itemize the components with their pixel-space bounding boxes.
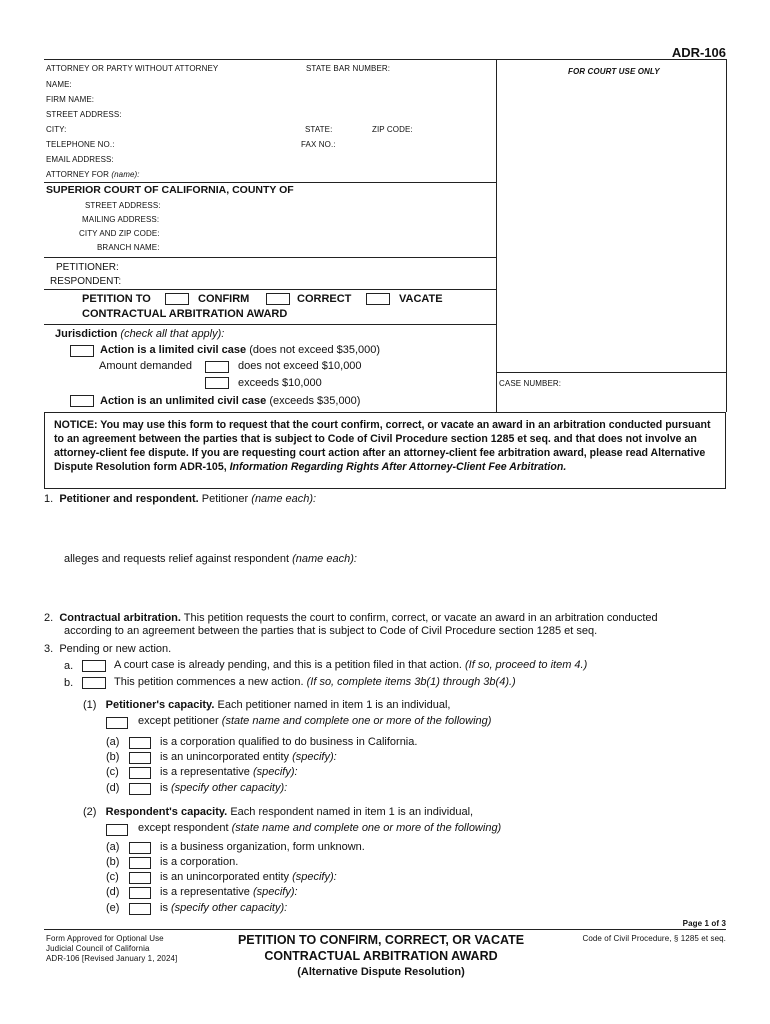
jurisdiction-top-rule — [44, 324, 496, 325]
item2-number: 2. — [44, 612, 54, 624]
sub2-d-text: is a representative — [160, 886, 250, 898]
sub1-c-hint: (specify): — [252, 766, 298, 778]
sub2-except-line — [138, 822, 501, 834]
limited-civil-text — [100, 344, 380, 356]
sub1-a-label: (a) — [106, 736, 120, 748]
confirm-label: CONFIRM — [198, 293, 250, 305]
limited-civil-label: Action is a limited civil case — [100, 344, 247, 356]
sub2-c-checkbox[interactable] — [129, 872, 151, 884]
sub2-except: except respondent — [138, 822, 229, 834]
sub2-b-line — [160, 856, 238, 868]
parties-top-rule — [44, 257, 496, 258]
sub2-except-checkbox[interactable] — [106, 824, 128, 836]
not-exceed-10k-label: does not exceed $10,000 — [238, 360, 362, 372]
item3b-hint: (If so, complete items 3b(1) through 3b(4).) — [306, 676, 516, 688]
footer-council: Judicial Council of California — [46, 944, 150, 953]
court-branch-label: BRANCH NAME: — [97, 243, 160, 252]
unlimited-civil-note: (exceeds $35,000) — [269, 395, 361, 407]
vacate-checkbox[interactable] — [366, 293, 390, 305]
item1-alleges: alleges and requests relief against respondent — [64, 553, 290, 565]
item2-text: This petition requests the court to confirm, correct, or vacate an award in an arbitration conducted — [183, 612, 658, 624]
item1-hint: (name each): — [251, 493, 317, 505]
item1-line — [44, 493, 316, 505]
item1-title: Petitioner and respondent. — [59, 493, 199, 505]
not-exceed-10k-checkbox[interactable] — [205, 361, 229, 373]
case-number-rule — [496, 372, 726, 373]
footer-approved: Form Approved for Optional Use — [46, 934, 164, 943]
item3a-hint: (If so, proceed to item 4.) — [465, 659, 588, 671]
sub2-d-line — [160, 886, 298, 898]
item3a-label: a. — [64, 660, 74, 672]
footer-title-line2: CONTRACTUAL ARBITRATION AWARD — [264, 949, 498, 963]
sub1-b-line — [160, 751, 337, 763]
sub1-c-text: is a representative — [160, 766, 250, 778]
exceeds-10k-label: exceeds $10,000 — [238, 377, 322, 389]
item1-alleges-hint: (name each): — [292, 553, 357, 565]
sub1-c-label: (c) — [106, 766, 119, 778]
confirm-checkbox[interactable] — [165, 293, 189, 305]
caption-right-rule — [726, 59, 727, 412]
attorney-for-hint: (name): — [111, 170, 140, 179]
item3-line — [44, 643, 171, 655]
item1-text: Petitioner — [201, 493, 249, 505]
sub2-a-line — [160, 841, 365, 853]
jurisdiction-hint: (check all that apply): — [120, 328, 225, 340]
sub1-b-hint: (specify): — [292, 751, 337, 763]
sub1-a-line — [160, 736, 417, 748]
sub2-e-hint: (specify other capacity): — [171, 902, 288, 914]
vacate-label: VACATE — [399, 293, 443, 305]
zip-label: ZIP CODE: — [372, 125, 413, 134]
city-label: CITY: — [46, 125, 67, 134]
sub2-title: Respondent's capacity. — [105, 806, 228, 818]
footer-title-line1: PETITION TO CONFIRM, CORRECT, OR VACATE — [237, 933, 525, 947]
limited-civil-note: (does not exceed $35,000) — [249, 344, 381, 356]
sub2-e-text: is — [160, 902, 168, 914]
sub1-b-text: is an unincorporated entity — [160, 751, 290, 763]
footer-revised: ADR-106 [Revised January 1, 2024] — [46, 954, 178, 963]
item3a-text: A court case is already pending, and this is a petition filed in that action. — [114, 659, 462, 671]
court-top-rule — [44, 182, 496, 183]
sub1-except-line — [138, 715, 491, 727]
sub1-d-hint: (specify other capacity): — [171, 782, 288, 794]
sub1-c-checkbox[interactable] — [129, 767, 151, 779]
item1-number: 1. — [44, 493, 54, 505]
footer-title-line3: (Alternative Dispute Resolution) — [297, 966, 465, 978]
court-mailing-label: MAILING ADDRESS: — [82, 215, 160, 224]
sub1-c-line — [160, 766, 298, 778]
firm-label: FIRM NAME: — [46, 95, 95, 104]
sub1-a-checkbox[interactable] — [129, 737, 151, 749]
jurisdiction-label: Jurisdiction — [55, 328, 118, 340]
sub2-e-checkbox[interactable] — [129, 903, 151, 915]
sub2-b-text: is a corporation. — [160, 856, 239, 868]
item2-line — [44, 612, 658, 624]
correct-label: CORRECT — [297, 293, 352, 305]
sub2-c-text: is an unincorporated entity — [160, 871, 290, 883]
item3b-label: b. — [64, 677, 74, 689]
respondent-label: RESPONDENT: — [50, 276, 122, 287]
sub1-except: except petitioner — [138, 715, 219, 727]
petition-to-label: PETITION TO — [82, 293, 151, 305]
sub1-d-label: (d) — [106, 782, 120, 794]
exceeds-10k-checkbox[interactable] — [205, 377, 229, 389]
item3-number: 3. — [44, 643, 54, 655]
sub2-b-label: (b) — [106, 856, 120, 868]
court-title: SUPERIOR COURT OF CALIFORNIA, COUNTY OF — [46, 184, 294, 196]
sub2-d-hint: (specify): — [252, 886, 298, 898]
court-street-label: STREET ADDRESS: — [85, 201, 161, 210]
sub2-b-checkbox[interactable] — [129, 857, 151, 869]
sub2-a-label: (a) — [106, 841, 120, 853]
sub2-a-checkbox[interactable] — [129, 842, 151, 854]
footer-rule — [44, 929, 726, 930]
state-label: STATE: — [305, 125, 333, 134]
sub1-d-text: is — [160, 782, 168, 794]
item3-title: Pending or new action. — [59, 643, 172, 655]
sub2-d-checkbox[interactable] — [129, 887, 151, 899]
sub2-e-label: (e) — [106, 902, 120, 914]
petitioner-label: PETITIONER: — [56, 262, 119, 273]
fax-label: FAX NO.: — [301, 140, 336, 149]
amount-demanded-label: Amount demanded — [99, 360, 192, 372]
limited-civil-checkbox[interactable] — [70, 345, 94, 357]
sub2-e-line — [160, 902, 287, 914]
court-use-label: FOR COURT USE ONLY — [568, 67, 660, 76]
sub2-d-label: (d) — [106, 886, 120, 898]
street-label: STREET ADDRESS: — [46, 110, 122, 119]
item3a-checkbox[interactable] — [82, 660, 106, 672]
item2-title: Contractual arbitration. — [59, 612, 181, 624]
sub1-except-checkbox[interactable] — [106, 717, 128, 729]
court-city-zip-label: CITY AND ZIP CODE: — [79, 229, 160, 238]
title-subtitle: CONTRACTUAL ARBITRATION AWARD — [82, 308, 288, 320]
title-top-rule — [44, 289, 496, 290]
court-use-divider — [496, 59, 497, 412]
footer-code: Code of Civil Procedure, § 1285 et seq. — [582, 934, 726, 943]
name-label: NAME: — [46, 80, 72, 89]
case-number-label: CASE NUMBER: — [499, 379, 562, 388]
sub1-b-label: (b) — [106, 751, 120, 763]
form-number: ADR-106 — [671, 45, 726, 60]
sub1-number: (1) — [83, 699, 97, 711]
sub2-line — [83, 806, 473, 818]
sub2-text: Each respondent named in item 1 is an individual, — [230, 806, 474, 818]
notice-text — [54, 418, 718, 474]
email-label: EMAIL ADDRESS: — [46, 155, 114, 164]
footer-title — [196, 932, 566, 980]
unlimited-civil-text — [100, 395, 360, 407]
state-bar-label: STATE BAR NUMBER: — [306, 64, 391, 73]
sub2-a-text: is a business organization, form unknown. — [160, 841, 365, 853]
notice-lead: NOTICE: You may use this form to request that the court confirm, correct, or vacate an award in an arbitration conducted pursuant to an agreement between the parties that is subject to Code of Civil Procedure section 1285 et seq. and that does not involve an attorney-client fee dispute. If you are requesting court action after an attorney-client fee arbitration award, please read Alternative Dispute Resolution form ADR-105, — [54, 419, 711, 473]
item3b-checkbox[interactable] — [82, 677, 106, 689]
correct-checkbox[interactable] — [266, 293, 290, 305]
sub2-c-hint: (specify): — [292, 871, 337, 883]
sub1-d-checkbox[interactable] — [129, 783, 151, 795]
attorney-for-field — [46, 170, 140, 179]
sub2-number: (2) — [83, 806, 97, 818]
sub1-except-hint: (state name and complete one or more of the following) — [221, 715, 492, 727]
attorney-label: ATTORNEY OR PARTY WITHOUT ATTORNEY — [46, 64, 219, 73]
sub1-text: Each petitioner named in item 1 is an individual, — [217, 699, 451, 711]
sub2-except-hint: (state name and complete one or more of the following) — [231, 822, 502, 834]
sub1-d-line — [160, 782, 287, 794]
sub1-a-text: is a corporation qualified to do business in California. — [160, 736, 418, 748]
item1-alleges-line — [64, 553, 357, 565]
caption-top-rule — [44, 59, 726, 60]
item2-text-line2: according to an agreement between the parties that is subject to Code of Civil Procedure section 1285 et seq. — [64, 625, 598, 637]
footer-left — [46, 934, 177, 964]
sub2-c-label: (c) — [106, 871, 119, 883]
sub1-title: Petitioner's capacity. — [105, 699, 215, 711]
sub2-c-line — [160, 871, 337, 883]
sub1-line — [83, 699, 450, 711]
item3a-line — [114, 659, 587, 671]
item3b-text: This petition commences a new action. — [114, 676, 304, 688]
sub1-b-checkbox[interactable] — [129, 752, 151, 764]
item3b-line — [114, 676, 516, 688]
page-number: Page 1 of 3 — [682, 919, 726, 928]
attorney-for-label: ATTORNEY FOR — [46, 170, 109, 179]
unlimited-civil-checkbox[interactable] — [70, 395, 94, 407]
notice-italic: Information Regarding Rights After Attorney-Client Fee Arbitration. — [229, 461, 567, 473]
jurisdiction-heading — [55, 328, 224, 340]
unlimited-civil-label: Action is an unlimited civil case — [100, 395, 267, 407]
phone-label: TELEPHONE NO.: — [46, 140, 115, 149]
